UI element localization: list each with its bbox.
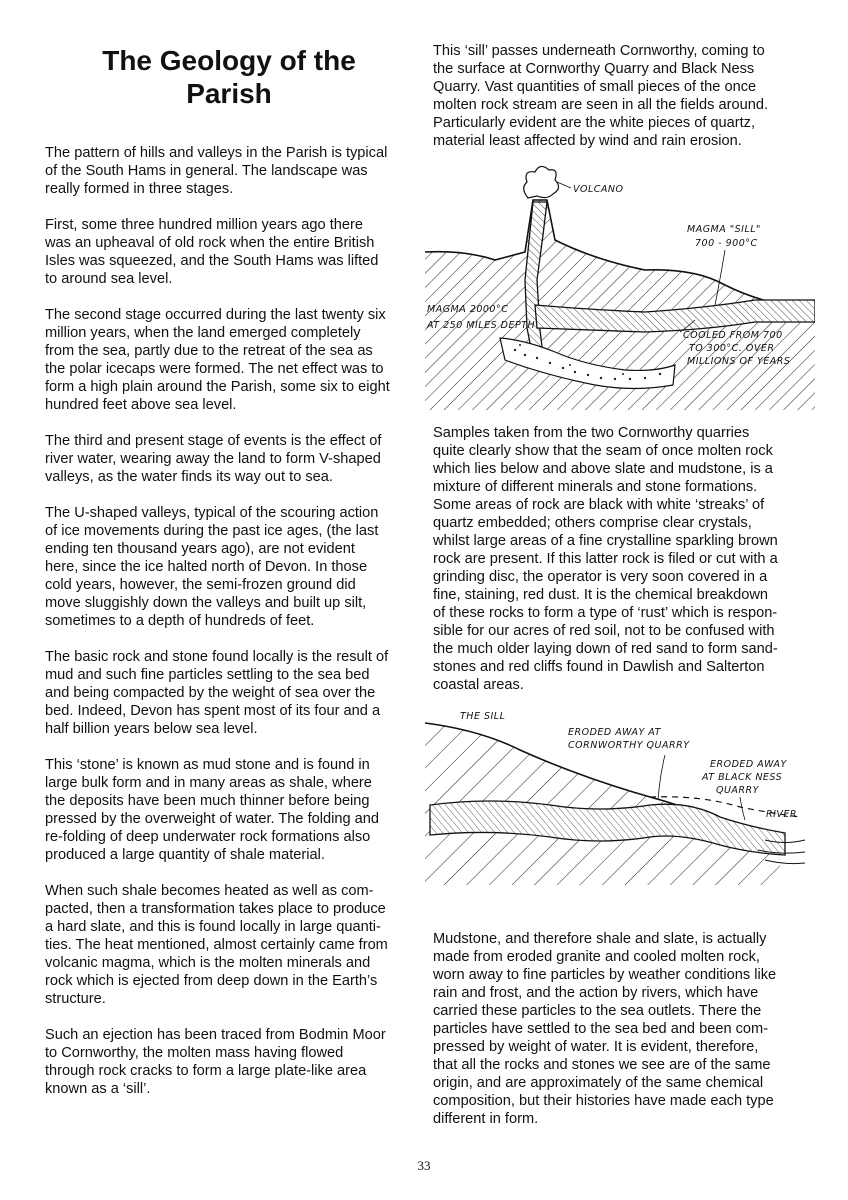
text-line: quite clearly show that the seam of once molten rock bbox=[433, 443, 773, 459]
left-column bbox=[45, 144, 415, 1116]
text-line: to Cornworthy, the molten mass having flowed bbox=[45, 1045, 344, 1061]
paragraph bbox=[433, 42, 813, 150]
paragraph bbox=[45, 882, 415, 1008]
text-line: whilst large areas of a fine crystalline sparkling brown bbox=[433, 533, 778, 549]
text-line: sible for our acres of red soil, not to be confused with bbox=[433, 623, 775, 639]
text-line: here, since the ice halted north of Devon. In those bbox=[45, 559, 368, 575]
paragraph bbox=[45, 216, 415, 288]
text-line: Particularly evident are the white pieces of quartz, bbox=[433, 115, 756, 131]
paragraph bbox=[45, 432, 415, 486]
text-line: stones and red cliffs found in Dawlish and Salterton bbox=[433, 659, 765, 675]
text-line: quartz embedded; others comprise clear crystals, bbox=[433, 515, 752, 531]
right-column-bottom bbox=[433, 930, 813, 1146]
text-line: The second stage occurred during the last twenty six bbox=[45, 307, 386, 323]
text-line: half billion years below sea level. bbox=[45, 721, 258, 737]
volcano-sill-diagram bbox=[425, 160, 815, 410]
text-line: origin, and are approximately of the same chemical bbox=[433, 1075, 764, 1091]
text-line: structure. bbox=[45, 991, 106, 1007]
label-cooled-2: TO 300°C. OVER bbox=[689, 343, 775, 354]
right-column-intro bbox=[433, 42, 813, 168]
text-line: fine, staining, red dust. It is the chemical breakdown bbox=[433, 587, 769, 603]
text-line: First, some three hundred million years ago there bbox=[45, 217, 363, 233]
label-eroded-bn-3: QUARRY bbox=[716, 785, 759, 796]
paragraph bbox=[433, 930, 813, 1128]
text-line: The pattern of hills and valleys in the Parish is typical bbox=[45, 145, 388, 161]
text-line: Isles was squeezed, and the South Hams was lifted bbox=[45, 253, 379, 269]
text-line: molten rock stream are seen in all the fields around. bbox=[433, 97, 769, 113]
text-line: different in form. bbox=[433, 1111, 539, 1127]
paragraph bbox=[45, 756, 415, 864]
text-line: mud and such fine particles settling to the sea bed bbox=[45, 667, 370, 683]
title-line-1: The Geology of the bbox=[102, 45, 356, 76]
text-line: hundred feet above sea level. bbox=[45, 397, 237, 413]
text-line: was an upheaval of old rock when the entire British bbox=[45, 235, 375, 251]
text-line: ending ten thousand years ago), are not evident bbox=[45, 541, 355, 557]
text-line: pressed by weight of water. It is evident, therefore, bbox=[433, 1039, 759, 1055]
right-column-middle bbox=[433, 424, 813, 712]
label-sill-1: MAGMA "SILL" bbox=[687, 224, 761, 235]
text-line: volcanic magma, which is the molten minerals and bbox=[45, 955, 371, 971]
text-line: form a high plain around the Parish, some six to eight bbox=[45, 379, 390, 395]
text-line: particles have settled to the sea bed and been com- bbox=[433, 1021, 769, 1037]
label-eroded-bn-2: AT BLACK NESS bbox=[702, 772, 783, 783]
text-line: large bulk form and in many areas as shale, where bbox=[45, 775, 372, 791]
text-line: to around sea level. bbox=[45, 271, 173, 287]
text-line: rock which is ejected from deep down in the Earth’s bbox=[45, 973, 378, 989]
text-line: mixture of different minerals and stone formations. bbox=[433, 479, 758, 495]
text-line: Quarry. Vast quantities of small pieces of the once bbox=[433, 79, 757, 95]
volcano-plume bbox=[524, 166, 559, 198]
paragraph bbox=[45, 144, 415, 198]
text-line: from the sea, partly due to the retreat of the sea as bbox=[45, 343, 373, 359]
text-line: river water, wearing away the land to form V-shaped bbox=[45, 451, 381, 467]
label-eroded-bn-1: ERODED AWAY bbox=[710, 759, 787, 770]
text-line: material least affected by wind and rain erosion. bbox=[433, 133, 742, 149]
text-line: grinding disc, the operator is very soon covered in a bbox=[433, 569, 768, 585]
label-the-sill: THE SILL bbox=[460, 711, 506, 722]
text-line: rain and frost, and the action by rivers, which have bbox=[433, 985, 759, 1001]
text-line: produced a large quantity of shale material. bbox=[45, 847, 325, 863]
text-line: million years, when the land emerged completely bbox=[45, 325, 361, 341]
label-eroded-cq-2: CORNWORTHY QUARRY bbox=[568, 740, 690, 751]
text-line: pacted, then a transformation takes place to produce bbox=[45, 901, 386, 917]
text-line: really formed in three stages. bbox=[45, 181, 234, 197]
text-line: of the South Hams in general. The landscape was bbox=[45, 163, 368, 179]
text-line: Such an ejection has been traced from Bodmin Moor bbox=[45, 1027, 386, 1043]
text-line: This ‘stone’ is known as mud stone and is found in bbox=[45, 757, 370, 773]
text-line: ties. The heat mentioned, almost certainly came from bbox=[45, 937, 388, 953]
label-cooled-3: MILLIONS OF YEARS bbox=[687, 356, 791, 367]
text-line: rock are present. If this latter rock is filed or cut with a bbox=[433, 551, 778, 567]
eroded-sill-diagram bbox=[420, 705, 820, 920]
title-line-2: Parish bbox=[186, 78, 272, 109]
page-number: 33 bbox=[417, 1158, 431, 1173]
paragraph bbox=[45, 1026, 415, 1098]
text-line: the polar icecaps were formed. The net effect was to bbox=[45, 361, 384, 377]
text-line: worn away to fine particles by weather conditions like bbox=[433, 967, 777, 983]
paragraph bbox=[433, 424, 813, 694]
label-volcano: VOLCANO bbox=[573, 184, 624, 195]
text-line: through rock cracks to form a large plate-like area bbox=[45, 1063, 367, 1079]
text-line: re-folding of deep underwater rock formations also bbox=[45, 829, 371, 845]
text-line: the deposits have been much thinner before being bbox=[45, 793, 370, 809]
text-line: known as a ‘sill’. bbox=[45, 1081, 151, 1097]
text-line: the much older laying down of red sand to form sand- bbox=[433, 641, 778, 657]
text-line: pressed by the overweight of water. The folding and bbox=[45, 811, 379, 827]
text-line: composition, but their histories have made each type bbox=[433, 1093, 774, 1109]
text-line: a hard slate, and this is found locally in large quanti- bbox=[45, 919, 381, 935]
text-line: The U-shaped valleys, typical of the scouring action bbox=[45, 505, 379, 521]
page-title bbox=[70, 44, 388, 110]
text-line: Samples taken from the two Cornworthy quarries bbox=[433, 425, 750, 441]
text-line: bed. Indeed, Devon has spent most of its four and a bbox=[45, 703, 381, 719]
text-line: and being compacted by the weight of sea over the bbox=[45, 685, 376, 701]
text-line: cold years, however, the semi-frozen ground did bbox=[45, 577, 356, 593]
text-line: valleys, as the water finds its way out to sea. bbox=[45, 469, 333, 485]
text-line: carried these particles to the sea outlets. There the bbox=[433, 1003, 762, 1019]
label-eroded-cq-1: ERODED AWAY AT bbox=[568, 727, 661, 738]
label-cooled-1: COOLED FROM 700 bbox=[683, 330, 783, 341]
text-line: of ice movements during the past ice ages, (the last bbox=[45, 523, 379, 539]
text-line: coastal areas. bbox=[433, 677, 524, 693]
text-line: of these rocks to form a type of ‘rust’ which is respon- bbox=[433, 605, 778, 621]
text-line: When such shale becomes heated as well as com- bbox=[45, 883, 374, 899]
text-line: Mudstone, and therefore shale and slate, is actually bbox=[433, 931, 767, 947]
text-line: The third and present stage of events is the effect of bbox=[45, 433, 382, 449]
text-line: move sluggishly down the valleys and built up silt, bbox=[45, 595, 367, 611]
text-line: The basic rock and stone found locally is the result of bbox=[45, 649, 389, 665]
label-sill-2: 700 - 900°C bbox=[695, 238, 758, 249]
paragraph bbox=[45, 648, 415, 738]
paragraph bbox=[45, 504, 415, 630]
label-magma-1: MAGMA 2000°C bbox=[427, 304, 509, 315]
text-line: sometimes to a depth of hundreds of feet. bbox=[45, 613, 315, 629]
text-line: This ‘sill’ passes underneath Cornworthy, coming to bbox=[433, 43, 765, 59]
text-line: the surface at Cornworthy Quarry and Black Ness bbox=[433, 61, 755, 77]
text-line: which lies below and above slate and mudstone, is a bbox=[433, 461, 773, 477]
label-magma-2: AT 250 MILES DEPTH bbox=[427, 320, 536, 331]
text-line: Some areas of rock are black with white ‘streaks’ of bbox=[433, 497, 765, 513]
label-river: RIVER bbox=[766, 809, 798, 820]
text-line: made from eroded granite and cooled molten rock, bbox=[433, 949, 760, 965]
paragraph bbox=[45, 306, 415, 414]
text-line: that all the rocks and stones we see are of the same bbox=[433, 1057, 771, 1073]
